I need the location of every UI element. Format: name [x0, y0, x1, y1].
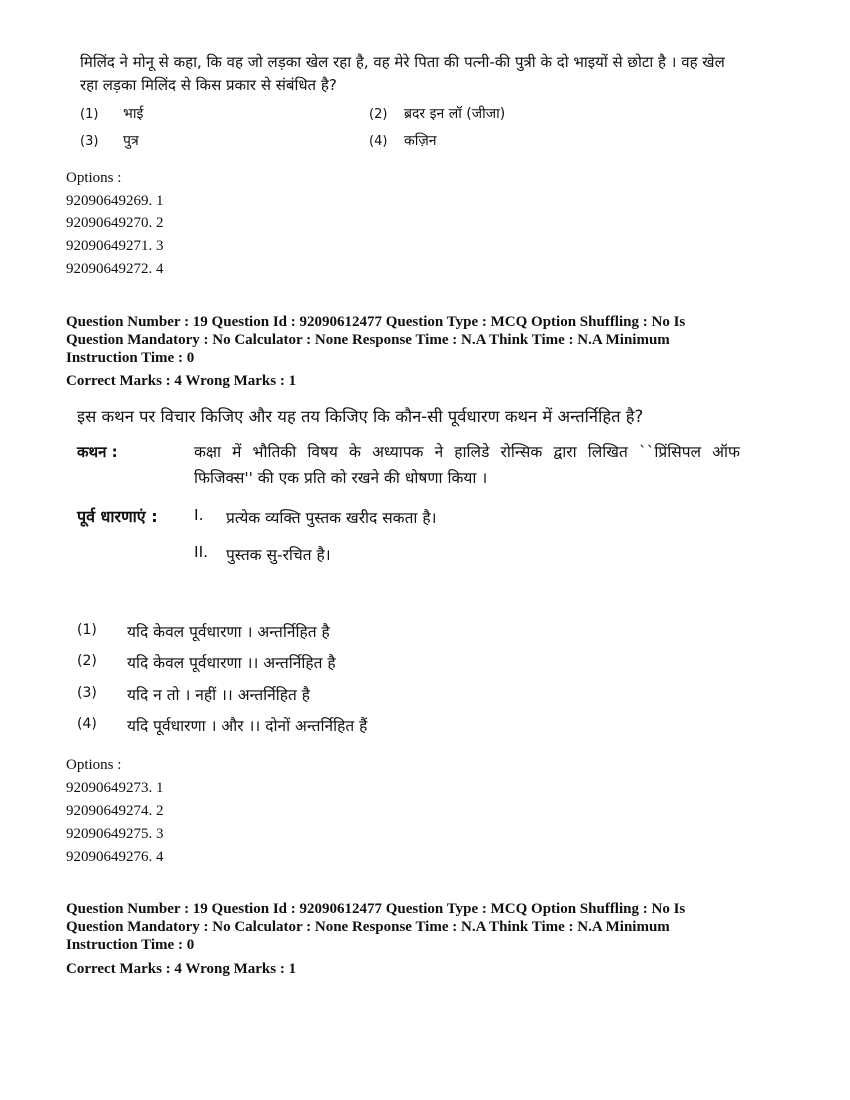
choice-2-text: ब्रदर इन लॉ (जीजा) [404, 106, 506, 122]
options-label: Options : [66, 757, 122, 773]
assumption-text: प्रत्येक व्यक्ति पुस्तक खरीद सकता है। [226, 509, 437, 527]
choice-4-text: कज़िन [404, 133, 437, 149]
option-id: 92090649272. 4 [66, 261, 164, 277]
question-meta-line: Question Number : 19 Question Id : 92090612477 Question Type : MCQ Option Shuffling : No Is [66, 901, 686, 917]
statement-label: कथन : [77, 443, 118, 461]
option-id: 92090649271. 3 [66, 238, 164, 254]
question-meta-line: Question Number : 19 Question Id : 92090612477 Question Type : MCQ Option Shuffling : No Is [66, 314, 686, 330]
choice-3-text: पुत्र [123, 133, 139, 149]
option-id: 92090649275. 3 [66, 826, 164, 842]
answer-text: यदि केवल पूर्वधारणा ।। अन्तर्निहित है [127, 654, 336, 672]
choice-2 [369, 104, 387, 125]
question-meta-line: Question Mandatory : No Calculator : None Response Time : N.A Think Time : N.A Minimum [66, 332, 670, 348]
marks-line: Correct Marks : 4 Wrong Marks : 1 [66, 373, 297, 389]
question-meta-line: Instruction Time : 0 [66, 350, 195, 366]
option-id: 92090649270. 2 [66, 215, 164, 231]
choice-number: (4) [369, 134, 388, 149]
assumptions-label: पूर्व धारणाएं : [77, 507, 158, 526]
assumption-text: पुस्तक सु-रचित है। [226, 546, 331, 564]
answer-number: (1) [77, 622, 97, 638]
answer-number: (4) [77, 716, 97, 732]
answer-text: यदि पूर्वधारणा । और ।। दोनों अन्तर्निहित हैं [127, 717, 368, 735]
question-meta-line: Question Mandatory : No Calculator : None Response Time : N.A Think Time : N.A Minimum [66, 919, 670, 935]
choice-number: (3) [80, 134, 99, 149]
choice-3 [80, 131, 98, 152]
assumption-number: II. [194, 543, 209, 561]
choice-1 [80, 104, 98, 125]
question-heading: इस कथन पर विचार किजिए और यह तय किजिए कि कौन-सी पूर्वधारण कथन में अन्तर्निहित है? [77, 407, 644, 426]
assumption-number: I. [194, 506, 204, 524]
choice-4 [369, 131, 387, 152]
marks-line: Correct Marks : 4 Wrong Marks : 1 [66, 961, 297, 977]
option-id: 92090649274. 2 [66, 803, 164, 819]
options-label: Options : [66, 170, 122, 186]
statement-line: फिजिक्स'' की एक प्रति को रखने की धोषणा किया । [194, 469, 488, 487]
statement-line: कक्षा में भौतिकी विषय के अध्यापक ने हालिडे रोन्सिक द्वारा लिखित ``प्रिंसिपल ऑफ [194, 443, 740, 461]
choice-number: (1) [80, 107, 99, 122]
question-meta-line: Instruction Time : 0 [66, 937, 195, 953]
answer-text: यदि न तो । नहीं ।। अन्तर्निहित है [127, 686, 311, 704]
option-id: 92090649269. 1 [66, 193, 164, 209]
option-id: 92090649276. 4 [66, 849, 164, 865]
answer-text: यदि केवल पूर्वधारणा । अन्तर्निहित है [127, 623, 330, 641]
question-text-relation: मिलिंद ने मोनू से कहा, कि वह जो लड़का खेल रहा है, वह मेरे पिता की पत्नी-की पुत्री के दो भाइयों से छोटा है । वह खेल रहा लड़का मिलिंद से किस प्रकार से संबंधित है? [80, 53, 725, 94]
answer-number: (2) [77, 653, 97, 669]
option-id: 92090649273. 1 [66, 780, 164, 796]
choice-number: (2) [369, 107, 388, 122]
choice-1-text: भाई [123, 106, 144, 122]
answer-number: (3) [77, 685, 97, 701]
